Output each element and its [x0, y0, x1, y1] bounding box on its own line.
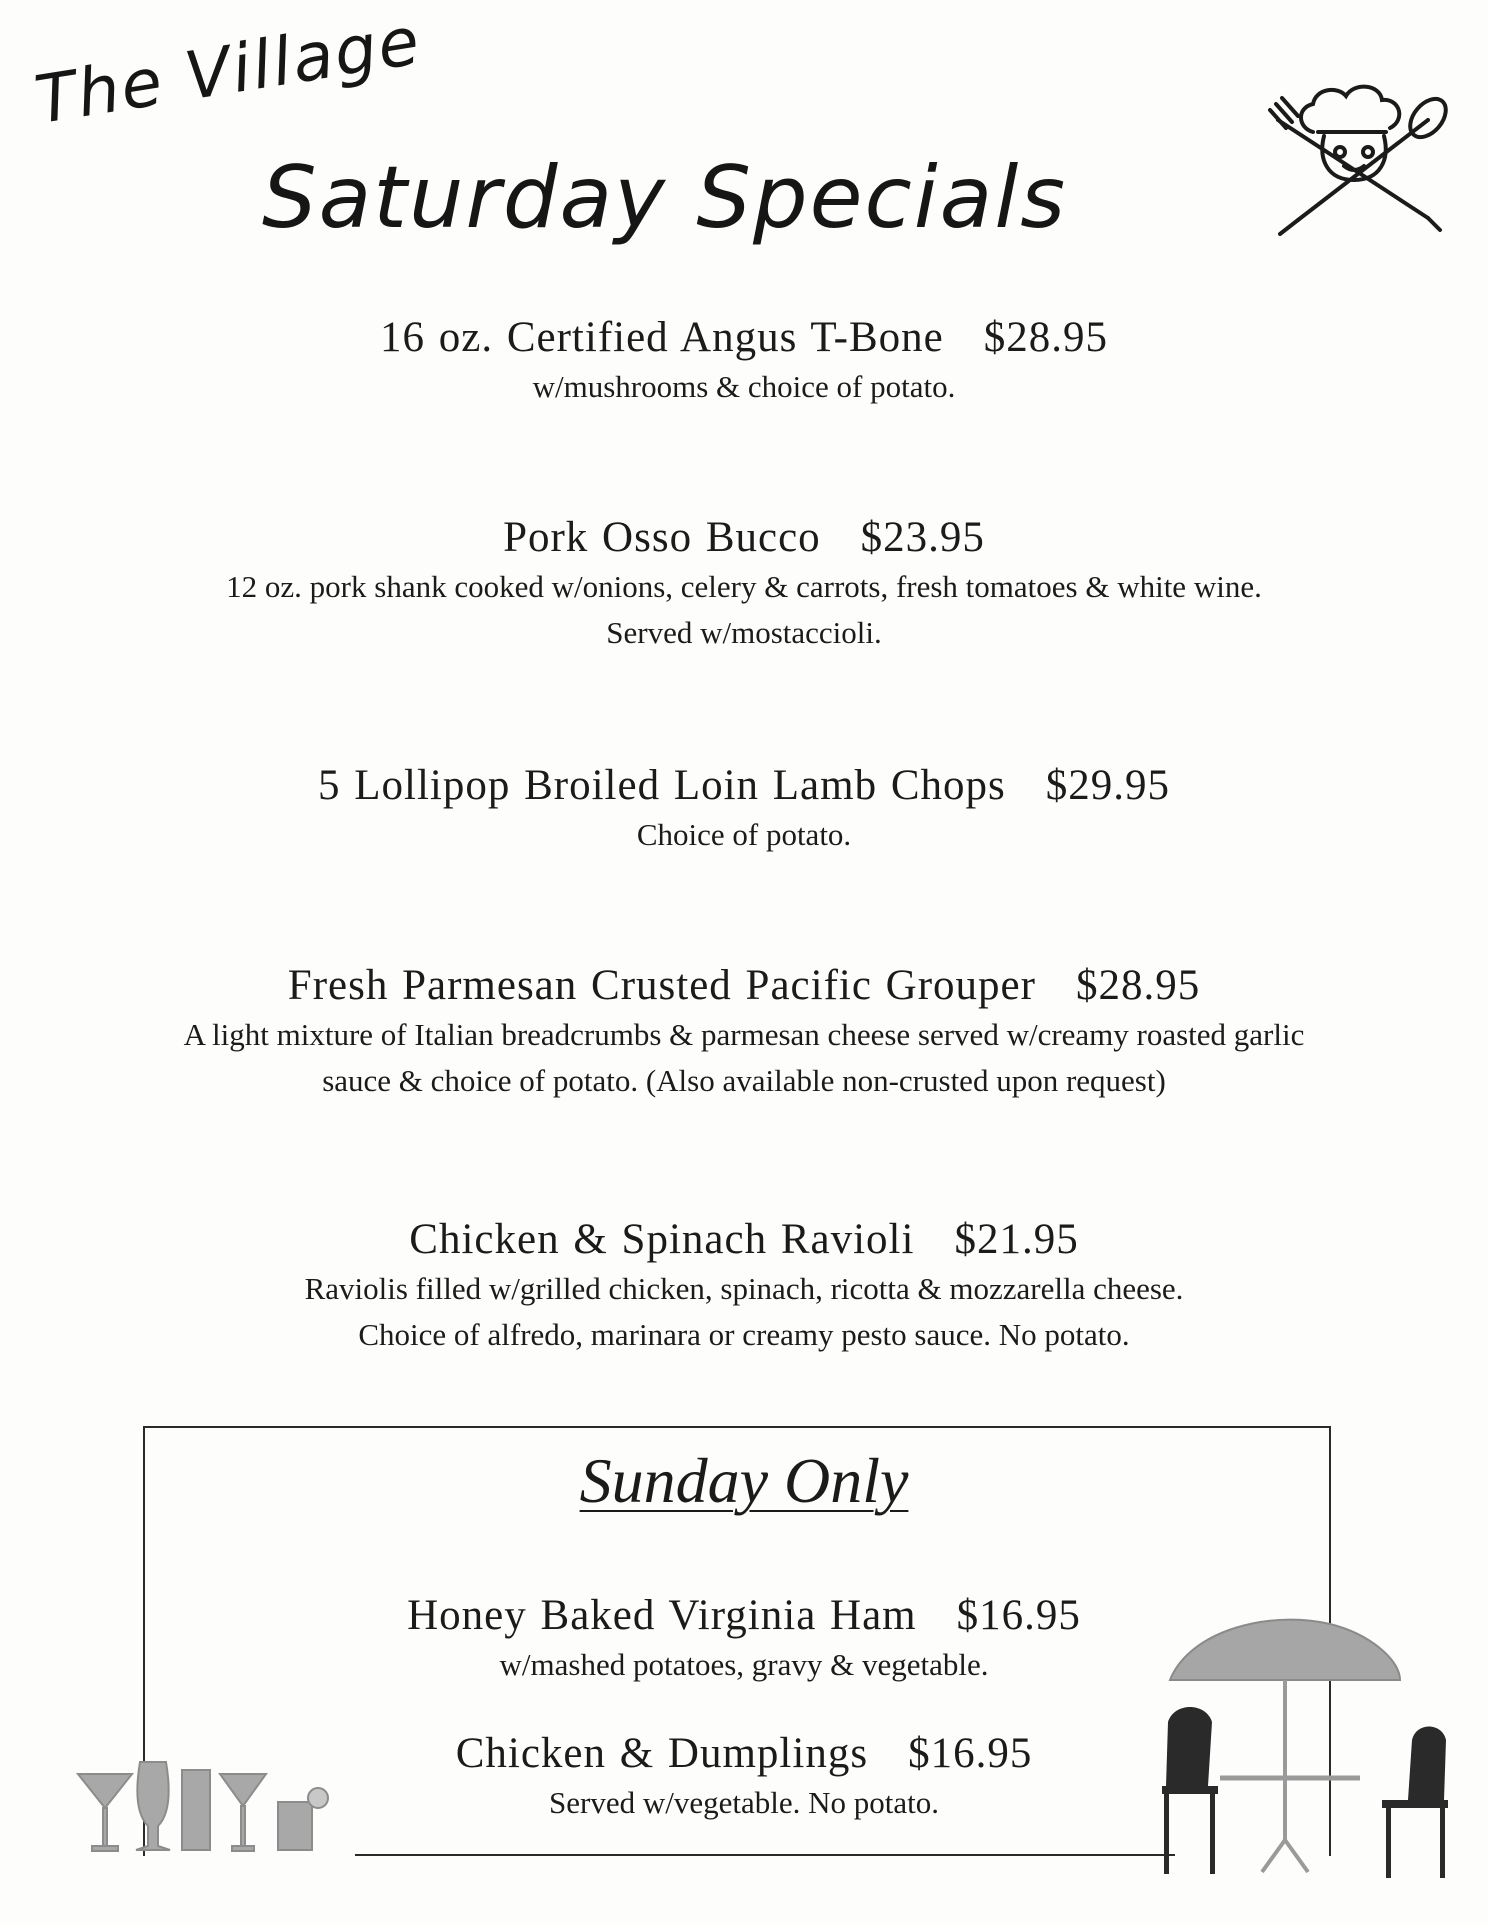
item-name: Chicken & Spinach Ravioli — [409, 1216, 915, 1263]
item-description: Choice of potato. — [636, 817, 852, 852]
item-description: Raviolis filled w/grilled chicken, spinach, ricotta & mozzarella cheese. — [304, 1271, 1184, 1306]
chef-hat-fork-spoon-icon — [1258, 80, 1448, 240]
item-name: Chicken & Dumplings — [455, 1730, 869, 1777]
item-title — [0, 960, 1488, 1012]
item-name: 5 Lollipop Broiled Loin Lamb Chops — [317, 762, 1006, 809]
item-title — [0, 760, 1488, 812]
item-price: $16.95 — [908, 1730, 1033, 1777]
item-description: Served w/mostaccioli. — [606, 615, 882, 650]
item-price: $28.95 — [983, 314, 1108, 361]
page-title: Saturday Specials — [262, 148, 1068, 248]
sunday-box-bottom-rule — [355, 1854, 1175, 1856]
item-description: A light mixture of Italian breadcrumbs & parmesan cheese served w/creamy roasted garlic — [183, 1017, 1305, 1052]
item-title — [0, 512, 1488, 564]
item-name: Fresh Parmesan Crusted Pacific Grouper — [287, 962, 1036, 1009]
item-description: w/mashed potatoes, gravy & vegetable. — [499, 1647, 989, 1682]
item-name: 16 oz. Certified Angus T-Bone — [380, 314, 944, 361]
item-price: $21.95 — [954, 1216, 1079, 1263]
item-price: $28.95 — [1075, 962, 1201, 1009]
brand-title: The Village — [29, 2, 427, 140]
special-item — [0, 760, 1488, 858]
item-description: Choice of alfredo, marinara or creamy pesto sauce. No potato. — [358, 1317, 1130, 1352]
item-description: w/mushrooms & choice of potato. — [532, 369, 956, 404]
special-item — [0, 960, 1488, 1104]
item-title — [0, 312, 1488, 364]
cocktail-glasses-icon — [70, 1740, 370, 1860]
special-item — [0, 312, 1488, 410]
item-name: Honey Baked Virginia Ham — [407, 1592, 917, 1639]
item-price: $16.95 — [956, 1592, 1081, 1639]
special-item — [0, 1214, 1488, 1358]
item-price: $23.95 — [860, 514, 985, 561]
special-item — [0, 512, 1488, 656]
item-price: $29.95 — [1045, 762, 1170, 809]
item-title — [0, 1214, 1488, 1266]
item-description: 12 oz. pork shank cooked w/onions, celery & carrots, fresh tomatoes & white wine. — [226, 569, 1262, 604]
item-description: Served w/vegetable. No potato. — [549, 1785, 939, 1820]
sunday-section-title: Sunday Only — [579, 1445, 909, 1516]
item-description: sauce & choice of potato. (Also available non-crusted upon request) — [322, 1063, 1166, 1098]
item-name: Pork Osso Bucco — [503, 514, 821, 561]
patio-umbrella-table-icon — [1150, 1610, 1480, 1900]
